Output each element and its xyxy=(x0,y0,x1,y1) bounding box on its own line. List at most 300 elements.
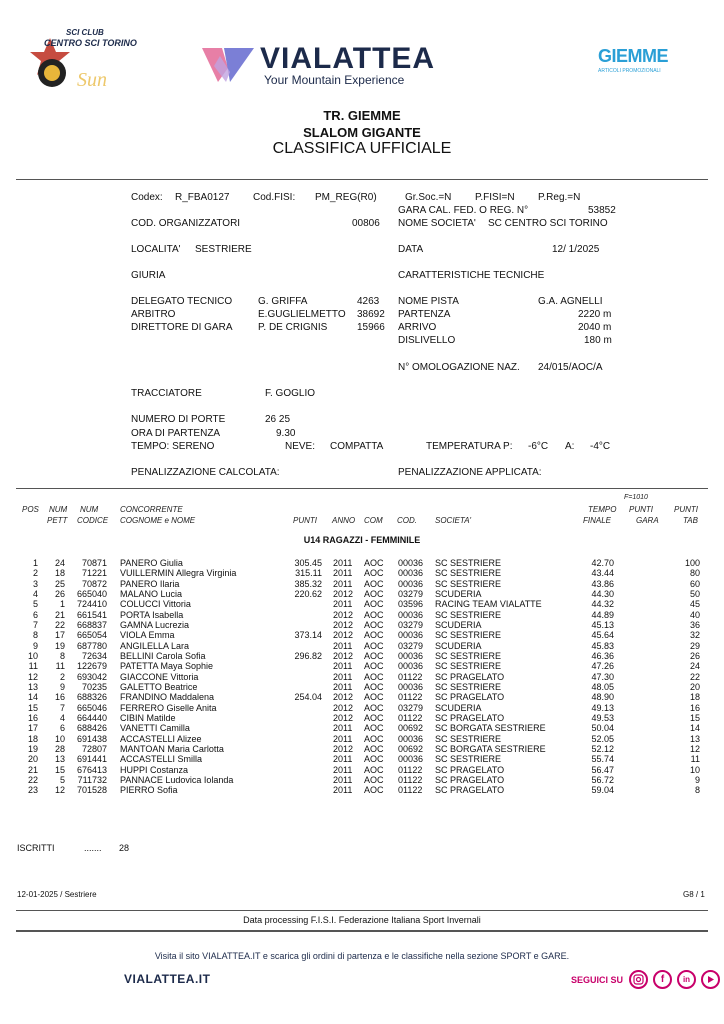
cell-nome: GIACCONE Vittoria xyxy=(120,671,199,682)
cell-com: AOC xyxy=(364,599,384,610)
cell-com: AOC xyxy=(364,764,384,775)
cell-cod: 00692 xyxy=(398,743,424,754)
cell-tab: 24 xyxy=(689,661,700,672)
cell-tab: 12 xyxy=(689,743,700,754)
cell-soc: SC SESTRIERE xyxy=(435,578,502,589)
delegato-label: DELEGATO TECNICO xyxy=(131,296,233,307)
cell-com: AOC xyxy=(364,661,384,672)
cell-com: AOC xyxy=(364,723,384,734)
pfisi: P.FISI=N xyxy=(475,192,515,203)
category-label: U14 RAGAZZI - FEMMINILE xyxy=(303,535,421,545)
cell-pett: 21 xyxy=(54,609,65,620)
cell-com: AOC xyxy=(364,712,384,723)
cell-pos: 3 xyxy=(32,578,38,589)
neve-value: COMPATTA xyxy=(330,441,384,452)
cell-soc: SC PRAGELATO xyxy=(435,774,505,785)
cell-anno: 2011 xyxy=(333,599,353,610)
vialattea-logo xyxy=(200,40,500,88)
cell-codice: 122679 xyxy=(76,661,107,672)
cell-tempo: 44.30 xyxy=(591,588,614,599)
cell-com: AOC xyxy=(364,640,384,651)
cell-anno: 2011 xyxy=(333,764,353,775)
cell-tab: 100 xyxy=(684,558,700,568)
cell-anno: 2012 xyxy=(333,692,354,703)
cell-nome: PIERRO Sofia xyxy=(120,785,178,796)
divider xyxy=(16,179,708,180)
cell-anno: 2011 xyxy=(333,661,353,672)
cell-soc: SCUDERIA xyxy=(435,702,482,713)
cell-pos: 8 xyxy=(32,630,38,641)
club-line2: CENTRO SCI TORINO xyxy=(44,38,137,48)
direttore-name: P. DE CRIGNIS xyxy=(258,322,328,333)
cell-pett: 10 xyxy=(54,733,65,744)
iscritti-value: 28 xyxy=(119,843,130,853)
facebook-icon[interactable]: f xyxy=(653,970,672,989)
cell-soc: SC SESTRIERE xyxy=(435,609,502,620)
cell-pos: 6 xyxy=(32,609,38,620)
ora-value: 9.30 xyxy=(276,428,296,439)
neve-label: NEVE: xyxy=(285,441,316,452)
cell-cod: 01122 xyxy=(398,785,423,796)
tracciatore-label: TRACCIATORE xyxy=(131,388,202,399)
cell-codice: 664440 xyxy=(76,712,107,723)
giemme-logo xyxy=(596,46,669,78)
partenza-value: 2220 m xyxy=(578,309,612,320)
codfisi-value: PM_REG(R0) xyxy=(315,192,377,203)
cell-soc: SC BORGATA SESTRIERE xyxy=(435,743,546,754)
cell-cod: 00036 xyxy=(398,661,424,672)
cell-pos: 14 xyxy=(27,692,38,703)
cell-nome: PATETTA Maya Sophie xyxy=(120,661,214,672)
cell-com: AOC xyxy=(364,785,384,796)
cell-tab: 32 xyxy=(689,630,700,641)
cell-soc: SC SESTRIERE xyxy=(435,558,502,568)
localita-label: LOCALITA' xyxy=(131,244,181,255)
col-codice: CODICE xyxy=(77,516,109,525)
cell-codice: 668837 xyxy=(76,619,107,630)
cell-pett: 11 xyxy=(55,661,65,672)
cell-codice: 688326 xyxy=(76,692,107,703)
cell-tempo: 45.13 xyxy=(591,619,614,630)
cell-cod: 03279 xyxy=(398,619,424,630)
cell-punti: 305.45 xyxy=(294,558,322,568)
cell-codice: 70872 xyxy=(81,578,107,589)
cell-com: AOC xyxy=(364,568,384,579)
cell-nome: PANNACE Ludovica Iolanda xyxy=(120,774,234,785)
cell-com: AOC xyxy=(364,681,384,692)
cell-com: AOC xyxy=(364,609,384,620)
promo-text: Visita il sito VIALATTEA.IT e scarica gli ordini di partenza e le classifiche nella sezione SPORT e GARE. xyxy=(154,951,570,961)
cell-anno: 2011 xyxy=(333,558,353,568)
pista-value: G.A. AGNELLI xyxy=(538,296,603,307)
club-logo xyxy=(22,28,142,98)
cell-tempo: 59.04 xyxy=(591,785,614,796)
cell-tempo: 49.53 xyxy=(591,712,614,723)
cell-pett: 13 xyxy=(54,754,65,765)
cell-nome: FERRERO Giselle Anita xyxy=(120,702,217,713)
cell-tempo: 45.83 xyxy=(591,640,614,651)
cell-cod: 03279 xyxy=(398,702,424,713)
youtube-icon[interactable] xyxy=(701,970,720,989)
cell-nome: COLUCCI Vittoria xyxy=(120,599,191,610)
cod-org-value: 00806 xyxy=(352,218,380,229)
col-num2: NUM xyxy=(80,505,99,514)
col-finale: FINALE xyxy=(583,516,612,525)
cell-com: AOC xyxy=(364,619,384,630)
cell-pos: 15 xyxy=(27,702,38,713)
cell-pos: 4 xyxy=(32,588,38,599)
col-tab: TAB xyxy=(683,516,698,525)
tracciatore-value: F. GOGLIO xyxy=(265,388,316,399)
cell-soc: SC SESTRIERE xyxy=(435,568,502,579)
cell-codice: 711732 xyxy=(77,774,107,785)
cell-tempo: 50.04 xyxy=(591,723,614,734)
cell-cod: 00036 xyxy=(398,650,424,661)
sponsor-sub: ARTICOLI PROMOZIONALI xyxy=(598,68,661,74)
cell-tempo: 43.86 xyxy=(591,578,614,589)
cell-anno: 2011 xyxy=(333,640,353,651)
preg: P.Reg.=N xyxy=(538,192,581,203)
cell-tempo: 55.74 xyxy=(591,754,614,765)
cell-codice: 70871 xyxy=(81,558,107,568)
cell-anno: 2011 xyxy=(333,723,353,734)
cell-nome: PANERO Ilaria xyxy=(120,578,180,589)
cell-pett: 6 xyxy=(59,723,65,734)
cell-anno: 2011 xyxy=(333,671,353,682)
partenza-label: PARTENZA xyxy=(398,309,451,320)
cell-tab: 14 xyxy=(689,723,700,734)
cell-pett: 17 xyxy=(54,630,65,641)
cell-nome: VANETTI Camilla xyxy=(120,723,190,734)
cell-anno: 2012 xyxy=(333,630,354,641)
cell-pos: 13 xyxy=(27,681,38,692)
cell-pos: 16 xyxy=(27,712,38,723)
data-label: DATA xyxy=(398,244,424,255)
dislivello-label: DISLIVELLO xyxy=(398,335,456,346)
arrivo-label: ARRIVO xyxy=(398,322,437,333)
cell-nome: GALETTO Beatrice xyxy=(120,681,198,692)
gara-cal-value: 53852 xyxy=(588,205,616,216)
cell-punti: 315.11 xyxy=(295,568,322,579)
cell-pos: 12 xyxy=(27,671,38,682)
cell-com: AOC xyxy=(364,558,384,568)
footer-date-place: 12-01-2025 / Sestriere xyxy=(17,890,97,899)
footer-page: G8 / 1 xyxy=(683,890,705,899)
cell-soc: SC PRAGELATO xyxy=(435,785,505,796)
cell-com: AOC xyxy=(364,702,384,713)
cod-org-label: COD. ORGANIZZATORI xyxy=(131,218,241,229)
divider xyxy=(16,930,708,932)
cell-tempo: 44.32 xyxy=(591,599,614,610)
cell-com: AOC xyxy=(364,754,384,765)
codfisi-label: Cod.FISI: xyxy=(253,192,296,203)
col-tempo: TEMPO xyxy=(588,505,617,514)
cell-pett: 5 xyxy=(59,774,65,785)
table-row xyxy=(0,723,724,734)
temperatura-partenza: -6°C xyxy=(528,441,549,452)
cell-cod: 00036 xyxy=(398,609,424,620)
cell-nome: VIOLA Emma xyxy=(120,630,175,641)
col-gara: GARA xyxy=(636,516,659,525)
cell-pett: 12 xyxy=(54,785,65,796)
title-discipline: SLALOM GIGANTE xyxy=(303,125,421,140)
cell-cod: 00036 xyxy=(398,733,424,744)
porte-label: NUMERO DI PORTE xyxy=(131,414,226,425)
cell-pett: 8 xyxy=(59,650,65,661)
cell-nome: MANTOAN Maria Carlotta xyxy=(120,743,224,754)
cell-com: AOC xyxy=(364,650,384,661)
data-value: 12/ 1/2025 xyxy=(552,244,600,255)
cell-pett: 2 xyxy=(59,671,65,682)
col-com: COM xyxy=(364,516,383,525)
cell-anno: 2011 xyxy=(333,754,353,765)
cell-com: AOC xyxy=(364,588,384,599)
arbitro-code: 38692 xyxy=(357,309,385,320)
cell-pett: 4 xyxy=(59,712,65,723)
cell-nome: ACCASTELLI Alizee xyxy=(120,733,202,744)
cell-soc: SC SESTRIERE xyxy=(435,754,502,765)
cell-pett: 18 xyxy=(54,568,65,579)
cell-pett: 24 xyxy=(54,558,65,568)
cell-tempo: 52.05 xyxy=(591,733,614,744)
cell-nome: FRANDINO Maddalena xyxy=(120,692,215,703)
cell-codice: 691438 xyxy=(76,733,107,744)
penalizzazione-applicata: PENALIZZAZIONE APPLICATA: xyxy=(398,467,542,478)
cell-codice: 665046 xyxy=(76,702,107,713)
cell-codice: 72634 xyxy=(81,650,107,661)
cell-pos: 17 xyxy=(27,723,38,734)
cell-cod: 00036 xyxy=(398,558,424,568)
table-row xyxy=(0,641,724,652)
title-classifica: CLASSIFICA UFFICIALE xyxy=(272,140,452,157)
col-cognome-nome: COGNOME e NOME xyxy=(120,516,196,525)
temperatura-arrivo: -4°C xyxy=(590,441,611,452)
cell-punti: 385.32 xyxy=(294,578,322,589)
svg-text:Sun: Sun xyxy=(77,69,107,91)
cell-nome: PANERO Giulia xyxy=(120,558,183,568)
cell-punti: 373.14 xyxy=(294,630,322,641)
cell-nome: ANGILELLA Lara xyxy=(120,640,190,651)
cell-codice: 70235 xyxy=(81,681,107,692)
cell-pos: 2 xyxy=(32,568,38,579)
cell-cod: 01122 xyxy=(398,774,423,785)
cell-pett: 25 xyxy=(54,578,65,589)
col-concorrente: CONCORRENTE xyxy=(120,505,183,514)
cell-com: AOC xyxy=(364,630,384,641)
cell-nome: ACCASTELLI Smilla xyxy=(120,754,203,765)
col-f-factor: F=1010 xyxy=(624,494,648,501)
linkedin-icon[interactable]: in xyxy=(677,970,696,989)
ora-label: ORA DI PARTENZA xyxy=(131,428,221,439)
cell-tab: 50 xyxy=(689,588,700,599)
cell-pos: 11 xyxy=(28,661,38,672)
cell-tab: 36 xyxy=(689,619,700,630)
cell-nome: PORTA Isabella xyxy=(120,609,184,620)
cell-soc: SC SESTRIERE xyxy=(435,681,502,692)
footer-brand[interactable]: VIALATTEA.IT xyxy=(124,972,211,986)
cell-anno: 2012 xyxy=(333,619,354,630)
giuria-label: GIURIA xyxy=(131,270,166,281)
table-row xyxy=(0,785,724,796)
cell-codice: 676413 xyxy=(76,764,107,775)
cell-codice: 71221 xyxy=(81,568,107,579)
cell-tab: 13 xyxy=(689,733,700,744)
col-punti-gara: PUNTI xyxy=(629,505,653,514)
cell-cod: 00036 xyxy=(398,630,424,641)
cell-soc: SC SESTRIERE xyxy=(435,650,502,661)
cell-anno: 2012 xyxy=(333,650,354,661)
col-cod: COD. xyxy=(397,516,417,525)
cell-codice: 688426 xyxy=(76,723,107,734)
cell-tab: 16 xyxy=(689,702,700,713)
cell-codice: 661541 xyxy=(76,609,107,620)
cell-tab: 40 xyxy=(689,609,700,620)
codex-value: R_FBA0127 xyxy=(175,192,230,203)
cell-pett: 16 xyxy=(54,692,65,703)
cell-tab: 22 xyxy=(689,671,700,682)
cell-pett: 9 xyxy=(59,681,65,692)
cell-cod: 03279 xyxy=(398,588,424,599)
cell-cod: 00036 xyxy=(398,681,424,692)
cell-soc: SC PRAGELATO xyxy=(435,764,505,775)
caratteristiche-label: CARATTERISTICHE TECNICHE xyxy=(398,270,545,281)
cell-soc: RACING TEAM VIALATTE xyxy=(435,599,542,610)
pista-label: NOME PISTA xyxy=(398,296,459,307)
iscritti-dots: ....... xyxy=(84,843,102,853)
cell-tempo: 48.90 xyxy=(591,692,614,703)
cell-tempo: 47.30 xyxy=(591,671,614,682)
cell-cod: 01122 xyxy=(398,692,423,703)
cell-anno: 2011 xyxy=(333,578,353,589)
dislivello-value: 180 m xyxy=(584,335,612,346)
cell-tab: 9 xyxy=(694,774,700,785)
club-line1: SCI CLUB xyxy=(66,28,104,37)
cell-tab: 80 xyxy=(689,568,700,579)
cell-codice: 665054 xyxy=(76,630,107,641)
cell-cod: 01122 xyxy=(398,712,423,723)
cell-tempo: 44.89 xyxy=(591,609,614,620)
cell-tempo: 56.47 xyxy=(591,764,614,775)
cell-tempo: 49.13 xyxy=(591,702,614,713)
col-punti: PUNTI xyxy=(293,516,317,525)
delegato-code: 4263 xyxy=(357,296,380,307)
cell-anno: 2011 xyxy=(333,681,353,692)
cell-cod: 00036 xyxy=(398,568,424,579)
nome-soc-label: NOME SOCIETA' xyxy=(398,218,476,229)
cell-com: AOC xyxy=(364,774,384,785)
cell-cod: 01122 xyxy=(398,764,423,775)
cell-nome: BELLINI Carola Sofia xyxy=(120,650,206,661)
grsoc: Gr.Soc.=N xyxy=(405,192,452,203)
cell-com: AOC xyxy=(364,733,384,744)
cell-nome: CIBIN Matilde xyxy=(120,712,176,723)
cell-tab: 8 xyxy=(694,785,700,796)
cell-pos: 10 xyxy=(27,650,38,661)
localita-value: SESTRIERE xyxy=(195,244,252,255)
cell-tab: 26 xyxy=(689,650,700,661)
cell-pos: 22 xyxy=(27,774,38,785)
title-trophy: TR. GIEMME xyxy=(323,108,401,123)
cell-soc: SC PRAGELATO xyxy=(435,692,505,703)
cell-codice: 724410 xyxy=(76,599,107,610)
cell-tab: 18 xyxy=(689,692,700,703)
iscritti-label: ISCRITTI xyxy=(17,843,55,853)
cell-nome: VUILLERMIN Allegra Virginia xyxy=(120,568,237,579)
cell-pett: 1 xyxy=(59,599,65,610)
cell-soc: SC BORGATA SESTRIERE xyxy=(435,723,546,734)
cell-tab: 60 xyxy=(689,578,700,589)
cell-tempo: 47.26 xyxy=(591,661,614,672)
cell-soc: SC SESTRIERE xyxy=(435,661,502,672)
cell-anno: 2011 xyxy=(333,733,353,744)
cell-anno: 2011 xyxy=(333,774,353,785)
cell-tempo: 48.05 xyxy=(591,681,614,692)
cell-codice: 691441 xyxy=(76,754,107,765)
cell-soc: SC SESTRIERE xyxy=(435,733,502,744)
cell-tempo: 43.44 xyxy=(591,568,614,579)
cell-pos: 7 xyxy=(32,619,38,630)
cell-com: AOC xyxy=(364,578,384,589)
cell-soc: SCUDERIA xyxy=(435,588,482,599)
nome-soc-value: SC CENTRO SCI TORINO xyxy=(488,218,608,229)
cell-tempo: 56.72 xyxy=(591,774,614,785)
cell-codice: 693042 xyxy=(76,671,107,682)
cell-cod: 03279 xyxy=(398,640,424,651)
gara-cal-label: GARA CAL. FED. O REG. N° xyxy=(398,205,529,216)
penalizzazione-calcolata: PENALIZZAZIONE CALCOLATA: xyxy=(131,467,280,478)
cell-tab: 10 xyxy=(689,764,700,775)
cell-tempo: 46.36 xyxy=(591,650,614,661)
cell-pos: 23 xyxy=(27,785,38,796)
cell-anno: 2011 xyxy=(333,568,353,579)
cell-tempo: 45.64 xyxy=(591,630,614,641)
direttore-label: DIRETTORE DI GARA xyxy=(131,322,233,333)
cell-anno: 2012 xyxy=(333,588,354,599)
cell-soc: SC SESTRIERE xyxy=(435,630,502,641)
cell-codice: 72807 xyxy=(81,743,107,754)
cell-tempo: 52.12 xyxy=(591,743,614,754)
cell-soc: SCUDERIA xyxy=(435,640,482,651)
cell-pett: 7 xyxy=(59,702,65,713)
cell-pett: 26 xyxy=(54,588,65,599)
instagram-icon[interactable] xyxy=(629,970,648,989)
cell-pos: 20 xyxy=(27,754,38,765)
temperatura-label: TEMPERATURA P: xyxy=(426,441,513,452)
col-pos: POS xyxy=(22,505,39,514)
divider xyxy=(16,910,708,911)
cell-nome: HUPPI Costanza xyxy=(120,764,189,775)
brand-name: VIALATTEA xyxy=(260,42,436,75)
cell-anno: 2011 xyxy=(333,785,353,796)
direttore-code: 15966 xyxy=(357,322,385,333)
cell-pett: 15 xyxy=(54,764,65,775)
cell-nome: GAMNA Lucrezia xyxy=(120,619,190,630)
cell-cod: 01122 xyxy=(398,671,423,682)
cell-com: AOC xyxy=(364,692,384,703)
col-anno: ANNO xyxy=(332,516,356,525)
cell-soc: SC PRAGELATO xyxy=(435,671,505,682)
cell-pos: 1 xyxy=(32,558,38,568)
temperatura-arrivo-label: A: xyxy=(565,441,575,452)
cell-pett: 28 xyxy=(54,743,65,754)
cell-codice: 687780 xyxy=(76,640,107,651)
arrivo-value: 2040 m xyxy=(578,322,612,333)
cell-tempo: 42.70 xyxy=(591,558,614,568)
cell-anno: 2012 xyxy=(333,702,354,713)
cell-pett: 22 xyxy=(54,619,65,630)
sponsor-name: GIEMME xyxy=(598,46,669,66)
cell-tab: 15 xyxy=(689,712,700,723)
